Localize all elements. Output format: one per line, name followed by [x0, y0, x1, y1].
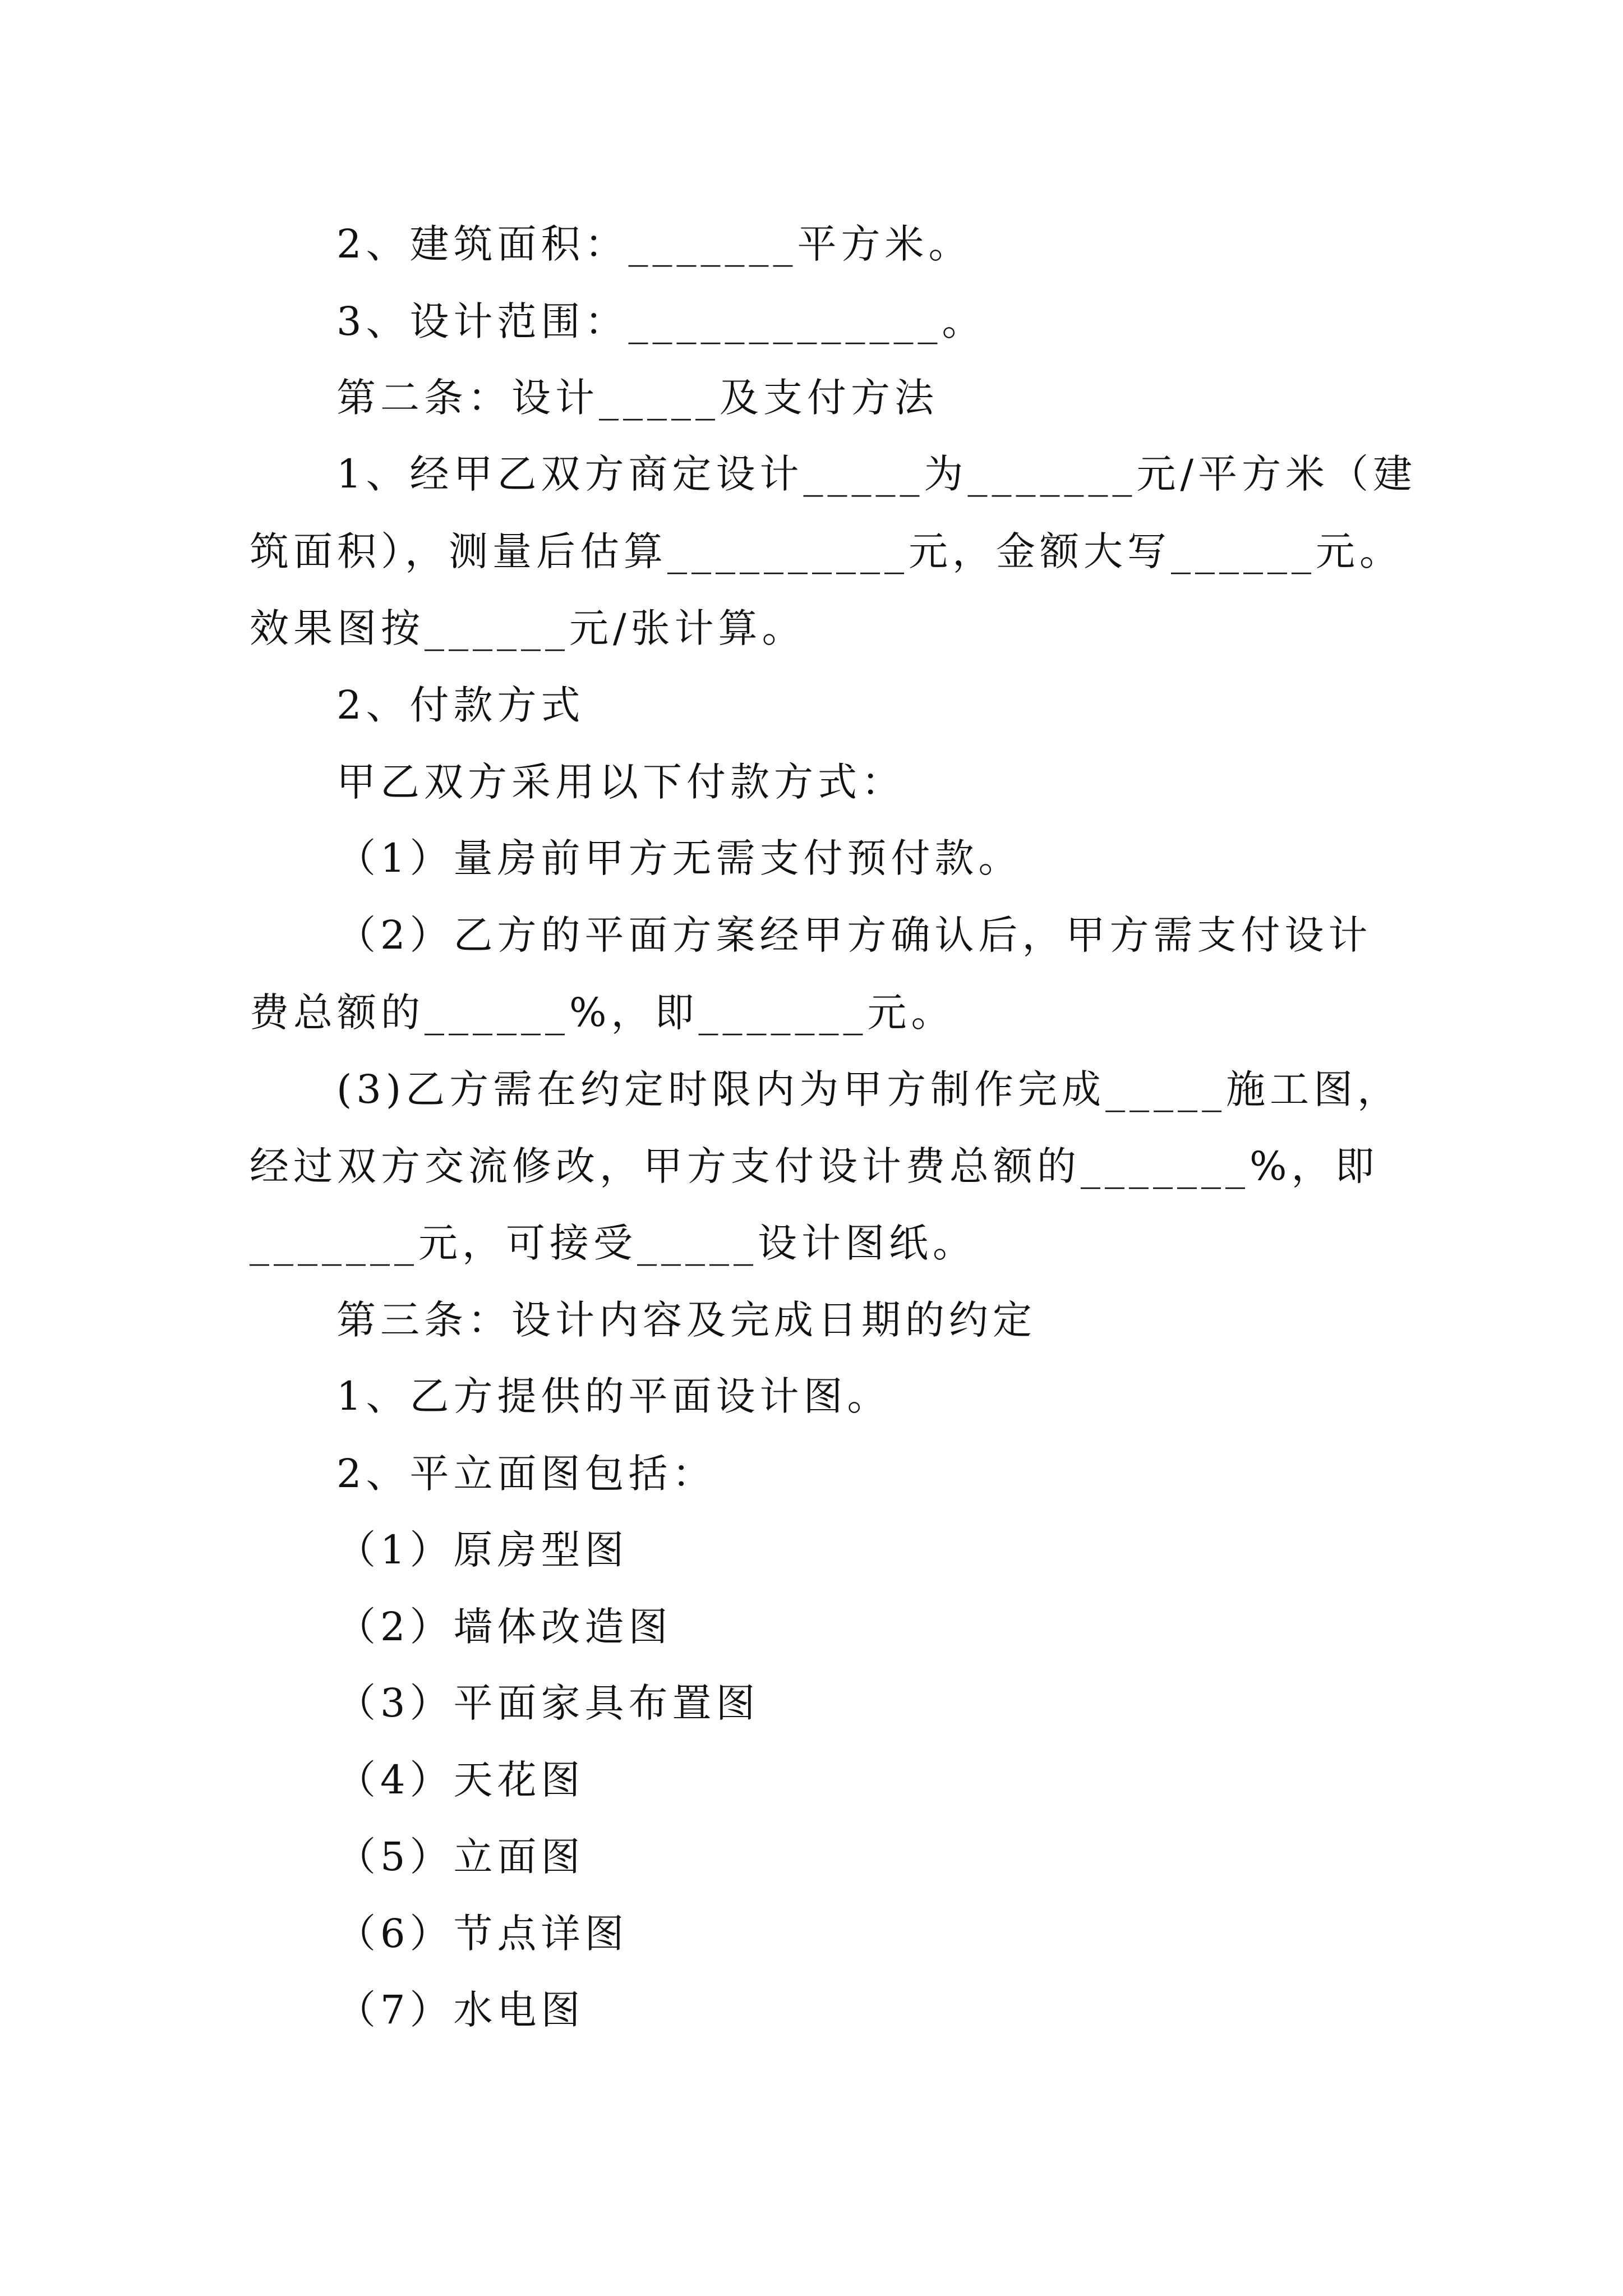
payment-item-2-line-2: 费总额的______%，即_______元。: [250, 990, 955, 1036]
drawing-list-item-7: （7）水电图: [336, 1987, 585, 2033]
area-clause: 2、建筑面积：_______平方米。: [336, 221, 972, 267]
fee-clause-line-3: 效果图按______元/张计算。: [250, 605, 806, 651]
payment-item-3-line-3: _______元，可接受_____设计图纸。: [250, 1220, 976, 1266]
drawing-list-item-4: （4）天花图: [336, 1757, 585, 1803]
design-content-item-2: 2、平立面图包括：: [336, 1451, 716, 1497]
article-two-heading: 第二条：设计_____及支付方法: [336, 375, 938, 421]
payment-item-2-line-1: （2）乙方的平面方案经甲方确认后，甲方需支付设计: [336, 912, 1372, 958]
payment-method-heading: 2、付款方式: [336, 682, 585, 728]
design-content-item-1: 1、乙方提供的平面设计图。: [336, 1373, 891, 1419]
drawing-list-item-6: （6）节点详图: [336, 1911, 629, 1957]
drawing-list-item-3: （3）平面家具布置图: [336, 1680, 760, 1726]
payment-item-1: （1）量房前甲方无需支付预付款。: [336, 835, 1022, 881]
drawing-list-item-1: （1）原房型图: [336, 1527, 629, 1573]
payment-item-3-line-1: (3)乙方需在约定时限内为甲方制作完成_____施工图，: [336, 1066, 1401, 1112]
article-three-heading: 第三条：设计内容及完成日期的约定: [336, 1297, 1036, 1343]
drawing-list-item-5: （5）立面图: [336, 1834, 585, 1880]
fee-clause-line-2: 筑面积），测量后估算__________元，金额大写______元。: [250, 528, 1403, 574]
payment-method-intro: 甲乙双方采用以下付款方式：: [336, 759, 905, 805]
payment-item-3-line-2: 经过双方交流修改，甲方支付设计费总额的_______%，即: [250, 1143, 1379, 1189]
drawing-list-item-2: （2）墙体改造图: [336, 1604, 672, 1650]
scope-clause: 3、设计范围：_____________。: [336, 298, 986, 344]
fee-clause-line-1: 1、经甲乙双方商定设计_____为_______元/平方米（建: [336, 451, 1417, 497]
